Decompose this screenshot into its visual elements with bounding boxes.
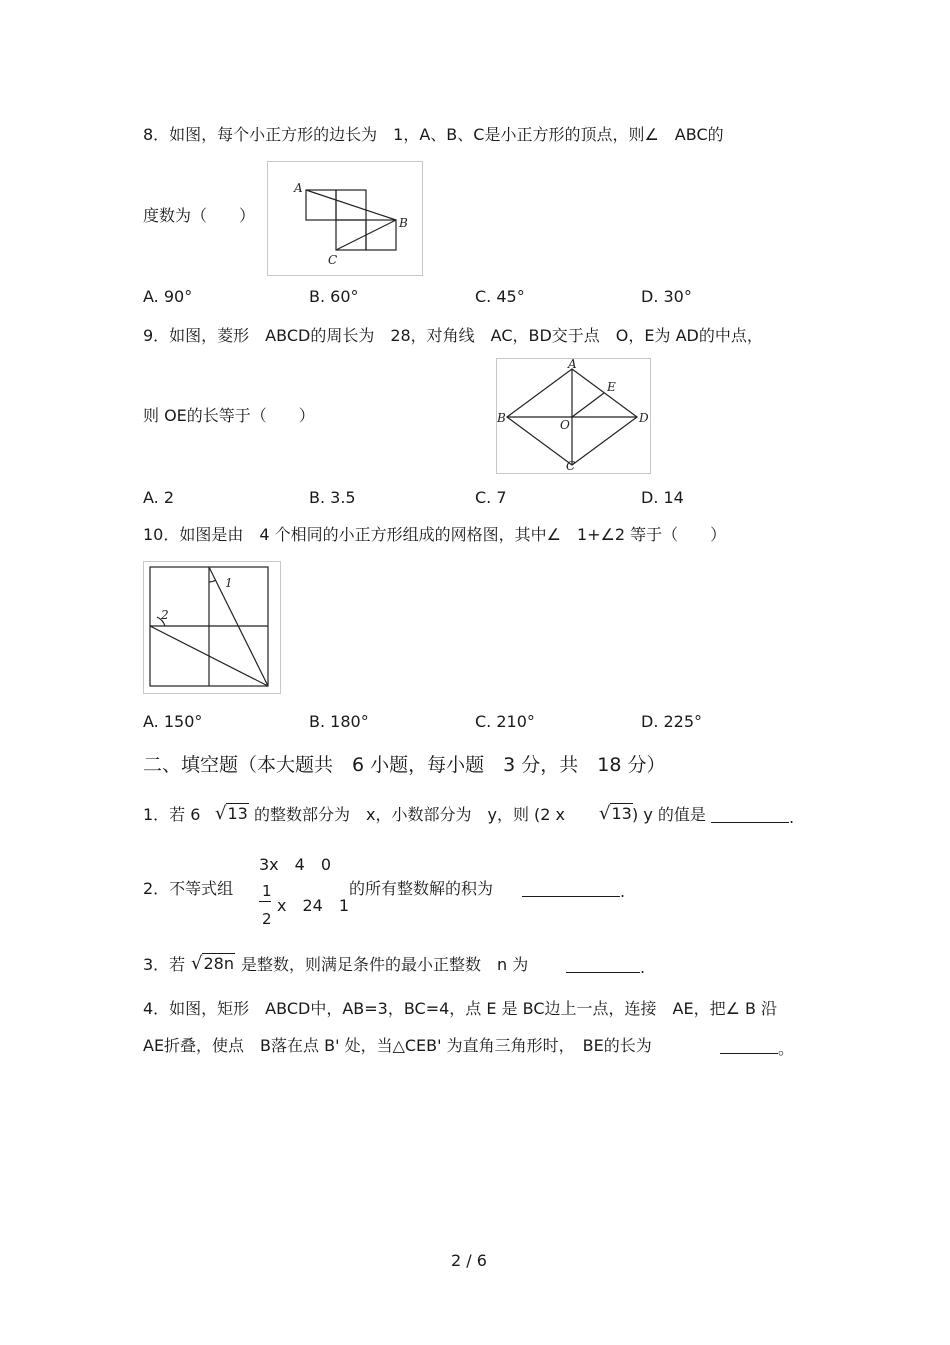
q10-option-c: C. 210°: [475, 712, 535, 731]
fill1-prefix: 1．若 6: [143, 805, 201, 824]
fill1-radical-1: √13: [215, 803, 248, 824]
fill3-prefix: 3．若: [143, 955, 186, 974]
section2-heading: 二、填空题（本大题共 6 小题，每小题 3 分，共 18 分）: [143, 754, 666, 776]
fill3-end: .: [640, 958, 646, 977]
fill3-radicand: 28n: [203, 954, 234, 973]
q8-option-c: C. 45°: [475, 287, 525, 306]
q10-option-b: B. 180°: [309, 712, 369, 731]
q10-text-line1: 10．如图是由 4 个相同的小正方形组成的网格图，其中∠ 1+∠2 等于（ ）: [143, 525, 727, 544]
q8-label-a: A: [294, 181, 303, 195]
fill2-prefix: 2．不等式组: [143, 879, 234, 898]
q9-label-a: A: [568, 359, 577, 371]
fill1-middle: 的整数部分为 x，小数部分为 y，则 (2 x: [254, 805, 566, 824]
q8-text-line2: 度数为（ ）: [143, 206, 256, 225]
fill2-frac-den: 2: [262, 910, 272, 928]
fill4-line2: AE折叠，使点 B落在点 B' 处，当△CEB' 为直角三角形时， BE的长为: [143, 1036, 652, 1055]
fill1-answer-blank[interactable]: [711, 807, 794, 826]
q9-label-b: B: [497, 411, 506, 425]
q9-text-line2: 则 OE的长等于（ ）: [143, 406, 315, 425]
fill2-frac-num: 1: [262, 882, 272, 900]
q9-label-c: C: [566, 459, 576, 473]
fill2-row2-rest: x 24 1: [277, 896, 350, 915]
fill1-end: .: [789, 808, 795, 827]
page-number: 2 / 6: [451, 1251, 487, 1270]
q8-option-a: A. 90°: [143, 287, 193, 306]
fill3-radical: √28n: [191, 953, 234, 974]
fill3-post: 是整数，则满足条件的最小正整数 n 为: [241, 955, 529, 974]
q9-option-d: D. 14: [641, 488, 684, 507]
fill4-line1: 4．如图，矩形 ABCD中，AB=3，BC=4，点 E 是 BC边上一点，连接 AE，把∠ B 沿: [143, 999, 778, 1018]
fill1-radical-2: √13: [599, 803, 632, 824]
q9-label-o: O: [560, 418, 570, 432]
fill4-end: 。: [778, 1039, 795, 1058]
q9-label-e: E: [607, 380, 616, 394]
q9-option-a: A. 2: [143, 488, 175, 507]
q8-option-b: B. 60°: [309, 287, 359, 306]
q8-figure: [267, 161, 423, 276]
q9-option-c: C. 7: [475, 488, 507, 507]
q10-figure: [143, 561, 281, 694]
fill4-answer-blank[interactable]: [720, 1038, 794, 1057]
q9-text-line1: 9．如图，菱形 ABCD的周长为 28，对角线 AC，BD交于点 O，E为 AD的中点，: [143, 326, 763, 345]
fill2-row1: 3x 4 0: [259, 855, 332, 874]
q8-label-c: C: [328, 253, 338, 267]
fill2-post: 的所有整数解的积为: [349, 879, 494, 898]
q8-option-d: D. 30°: [641, 287, 692, 306]
q9-figure: [496, 358, 651, 474]
q9-option-b: B. 3.5: [309, 488, 356, 507]
q10-label-1: 1: [225, 576, 233, 590]
q10-label-2: 2: [161, 608, 169, 622]
fill2-answer-blank[interactable]: [522, 881, 625, 900]
q10-option-a: A. 150°: [143, 712, 203, 731]
q8-label-b: B: [399, 216, 408, 230]
fill2-frac-bar: [259, 901, 271, 902]
fill3-answer-blank[interactable]: [566, 957, 645, 976]
q9-label-d: D: [639, 411, 649, 425]
fill1-radicand-2: 13: [611, 804, 632, 823]
q10-option-d: D. 225°: [641, 712, 703, 731]
fill1-post: ) y 的值是: [632, 805, 706, 824]
fill1-radicand-1: 13: [227, 804, 248, 823]
fill2-end: .: [620, 882, 626, 901]
q8-text-line1: 8．如图，每个小正方形的边长为 1，A、B、C是小正方形的顶点，则∠ ABC的: [143, 125, 724, 144]
